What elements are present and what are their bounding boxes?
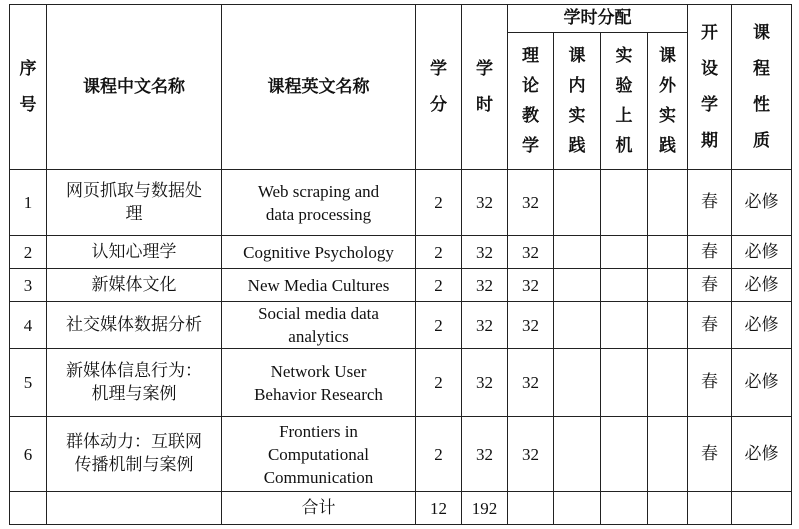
cell-index: 5 xyxy=(10,349,47,417)
cell-name-cn: 社交媒体数据分析 xyxy=(47,302,222,349)
cell-credits: 2 xyxy=(416,302,462,349)
cell-index: 2 xyxy=(10,236,47,269)
cell-theory: 32 xyxy=(508,269,554,302)
cell-nature: 必修 xyxy=(732,417,792,492)
cell-total-nature xyxy=(732,492,792,525)
cell-semester: 春 xyxy=(688,269,732,302)
header-hours: 学时 xyxy=(462,5,508,170)
cell-total-in-class-practice xyxy=(554,492,601,525)
cell-index: 1 xyxy=(10,170,47,236)
cell-name-cn: 新媒体文化 xyxy=(47,269,222,302)
cell-name-en: Cognitive Psychology xyxy=(222,236,416,269)
total-label: 合计 xyxy=(222,492,416,525)
cell-lab xyxy=(601,302,648,349)
header-nature: 课程性质 xyxy=(732,5,792,170)
header-index: 序号 xyxy=(10,5,47,170)
cell-in-class-practice xyxy=(554,302,601,349)
total-hours: 192 xyxy=(462,492,508,525)
cell-total-name-cn xyxy=(47,492,222,525)
total-credits: 12 xyxy=(416,492,462,525)
cell-extracurricular xyxy=(648,417,688,492)
header-extracurricular: 课外实践 xyxy=(648,33,688,170)
header-lab: 实验上机 xyxy=(601,33,648,170)
cell-name-en: Network User Behavior Research xyxy=(222,349,416,417)
table-row xyxy=(10,302,792,349)
table-row xyxy=(10,236,792,269)
cell-total-theory xyxy=(508,492,554,525)
table-row xyxy=(10,170,792,236)
cell-total-extracurricular xyxy=(648,492,688,525)
cell-extracurricular xyxy=(648,170,688,236)
cell-hours: 32 xyxy=(462,302,508,349)
cell-nature: 必修 xyxy=(732,302,792,349)
cell-credits: 2 xyxy=(416,417,462,492)
cell-in-class-practice xyxy=(554,170,601,236)
cell-nature: 必修 xyxy=(732,349,792,417)
cell-theory: 32 xyxy=(508,170,554,236)
cell-theory: 32 xyxy=(508,349,554,417)
cell-name-cn: 新媒体信息行为：机理与案例 xyxy=(47,349,222,417)
cell-extracurricular xyxy=(648,349,688,417)
cell-name-cn: 网页抓取与数据处理 xyxy=(47,170,222,236)
cell-name-cn: 认知心理学 xyxy=(47,236,222,269)
header-name-cn: 课程中文名称 xyxy=(47,5,222,170)
cell-total-lab xyxy=(601,492,648,525)
cell-hours: 32 xyxy=(462,236,508,269)
cell-extracurricular xyxy=(648,302,688,349)
cell-index: 3 xyxy=(10,269,47,302)
cell-nature: 必修 xyxy=(732,236,792,269)
cell-theory: 32 xyxy=(508,302,554,349)
cell-lab xyxy=(601,170,648,236)
cell-hours: 32 xyxy=(462,349,508,417)
cell-credits: 2 xyxy=(416,349,462,417)
cell-credits: 2 xyxy=(416,170,462,236)
cell-name-en: Social media data analytics xyxy=(222,302,416,349)
total-row xyxy=(10,492,792,525)
cell-hours: 32 xyxy=(462,417,508,492)
header-semester: 开设学期 xyxy=(688,5,732,170)
cell-nature: 必修 xyxy=(732,269,792,302)
header-theory: 理论教学 xyxy=(508,33,554,170)
cell-semester: 春 xyxy=(688,417,732,492)
table-row xyxy=(10,349,792,417)
cell-extracurricular xyxy=(648,236,688,269)
table-row xyxy=(10,269,792,302)
cell-lab xyxy=(601,417,648,492)
cell-total-index xyxy=(10,492,47,525)
cell-extracurricular xyxy=(648,269,688,302)
cell-index: 4 xyxy=(10,302,47,349)
cell-in-class-practice xyxy=(554,417,601,492)
cell-in-class-practice xyxy=(554,269,601,302)
cell-semester: 春 xyxy=(688,302,732,349)
cell-hours: 32 xyxy=(462,269,508,302)
cell-credits: 2 xyxy=(416,236,462,269)
cell-in-class-practice xyxy=(554,236,601,269)
cell-theory: 32 xyxy=(508,417,554,492)
cell-hours: 32 xyxy=(462,170,508,236)
header-name-en: 课程英文名称 xyxy=(222,5,416,170)
header-hour-distribution: 学时分配 xyxy=(508,5,688,33)
cell-theory: 32 xyxy=(508,236,554,269)
table-row xyxy=(10,417,792,492)
cell-total-semester xyxy=(688,492,732,525)
cell-semester: 春 xyxy=(688,170,732,236)
cell-in-class-practice xyxy=(554,349,601,417)
cell-name-en: Web scraping and data processing xyxy=(222,170,416,236)
cell-name-en: New Media Cultures xyxy=(222,269,416,302)
cell-lab xyxy=(601,349,648,417)
cell-lab xyxy=(601,269,648,302)
cell-credits: 2 xyxy=(416,269,462,302)
cell-name-en: Frontiers in Computational Communication xyxy=(222,417,416,492)
cell-name-cn: 群体动力：互联网传播机制与案例 xyxy=(47,417,222,492)
cell-nature: 必修 xyxy=(732,170,792,236)
course-table xyxy=(9,4,792,525)
cell-semester: 春 xyxy=(688,236,732,269)
cell-index: 6 xyxy=(10,417,47,492)
header-in-class-practice: 课内实践 xyxy=(554,33,601,170)
cell-lab xyxy=(601,236,648,269)
header-credits: 学分 xyxy=(416,5,462,170)
cell-semester: 春 xyxy=(688,349,732,417)
